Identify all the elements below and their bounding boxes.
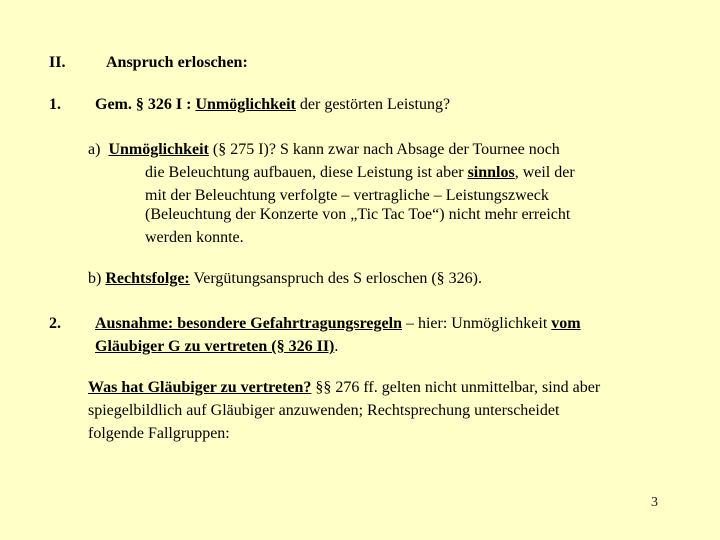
sub-a-label: a) xyxy=(88,141,101,158)
point-2-line-2 xyxy=(95,337,338,357)
point-2-line-2-emphasis: Gläubiger G zu vertreten (§ 326 II) xyxy=(95,338,335,355)
paragraph-line-3: folgende Fallgruppen: xyxy=(88,425,230,442)
sub-b-label: b) xyxy=(88,270,102,287)
point-2-mid: – hier: Unmöglichkeit xyxy=(401,315,552,332)
sub-b-emphasis: Rechtsfolge: xyxy=(105,270,190,287)
point-1-emphasis: Unmöglichkeit xyxy=(195,96,296,113)
sub-a-line-4: (Beleuchtung der Konzerte von „Tic Tac Toe“) nicht mehr erreicht xyxy=(145,206,571,223)
sub-a-line-3: mit der Beleuchtung verfolgte – vertragliche – Leistungszweck xyxy=(145,187,549,204)
paragraph-line-2: spiegelbildlich auf Gläubiger anzuwenden; Rechtsprechung unterscheidet xyxy=(88,402,560,419)
section-numeral: II. xyxy=(49,54,66,71)
point-2-emphasis: Ausnahme: besondere Gefahrtragungsregeln xyxy=(95,315,402,332)
paragraph-lead: Was hat Gläubiger zu vertreten? xyxy=(88,379,312,396)
point-1-prefix: Gem. § 326 I : xyxy=(95,96,196,113)
sub-a-line-5: werden konnte. xyxy=(145,229,244,246)
point-2-number: 2. xyxy=(49,315,61,332)
sub-a-emphasis: Unmöglichkeit xyxy=(108,141,209,158)
point-2-line-1 xyxy=(95,314,581,334)
sub-a-line-1-rest: (§ 275 I)? S kann zwar nach Absage der Tournee noch xyxy=(208,141,560,158)
point-1-suffix: der gestörten Leistung? xyxy=(295,96,451,113)
point-2-line-2-end: . xyxy=(334,338,339,355)
sub-b-line xyxy=(88,269,482,289)
sub-a-line-2-text: die Beleuchtung aufbauen, diese Leistung ist aber xyxy=(145,164,468,181)
point-1-number: 1. xyxy=(49,96,61,113)
paragraph-line-1 xyxy=(88,378,600,398)
slide-number: 3 xyxy=(651,495,658,510)
sub-a-line-2-emphasis: sinnlos xyxy=(467,164,515,181)
sub-b-rest: Vergütungsanspruch des S erloschen (§ 326). xyxy=(189,270,482,287)
point-2-tail: vom xyxy=(551,315,581,332)
point-1-text xyxy=(95,95,450,115)
sub-a-line-1 xyxy=(88,140,560,160)
paragraph-line-1-rest: §§ 276 ff. gelten nicht unmittelbar, sind aber xyxy=(311,379,601,396)
section-heading: Anspruch erloschen: xyxy=(106,54,248,71)
sub-a-line-2-rest: , weil der xyxy=(514,164,575,181)
sub-a-line-2 xyxy=(145,163,575,183)
